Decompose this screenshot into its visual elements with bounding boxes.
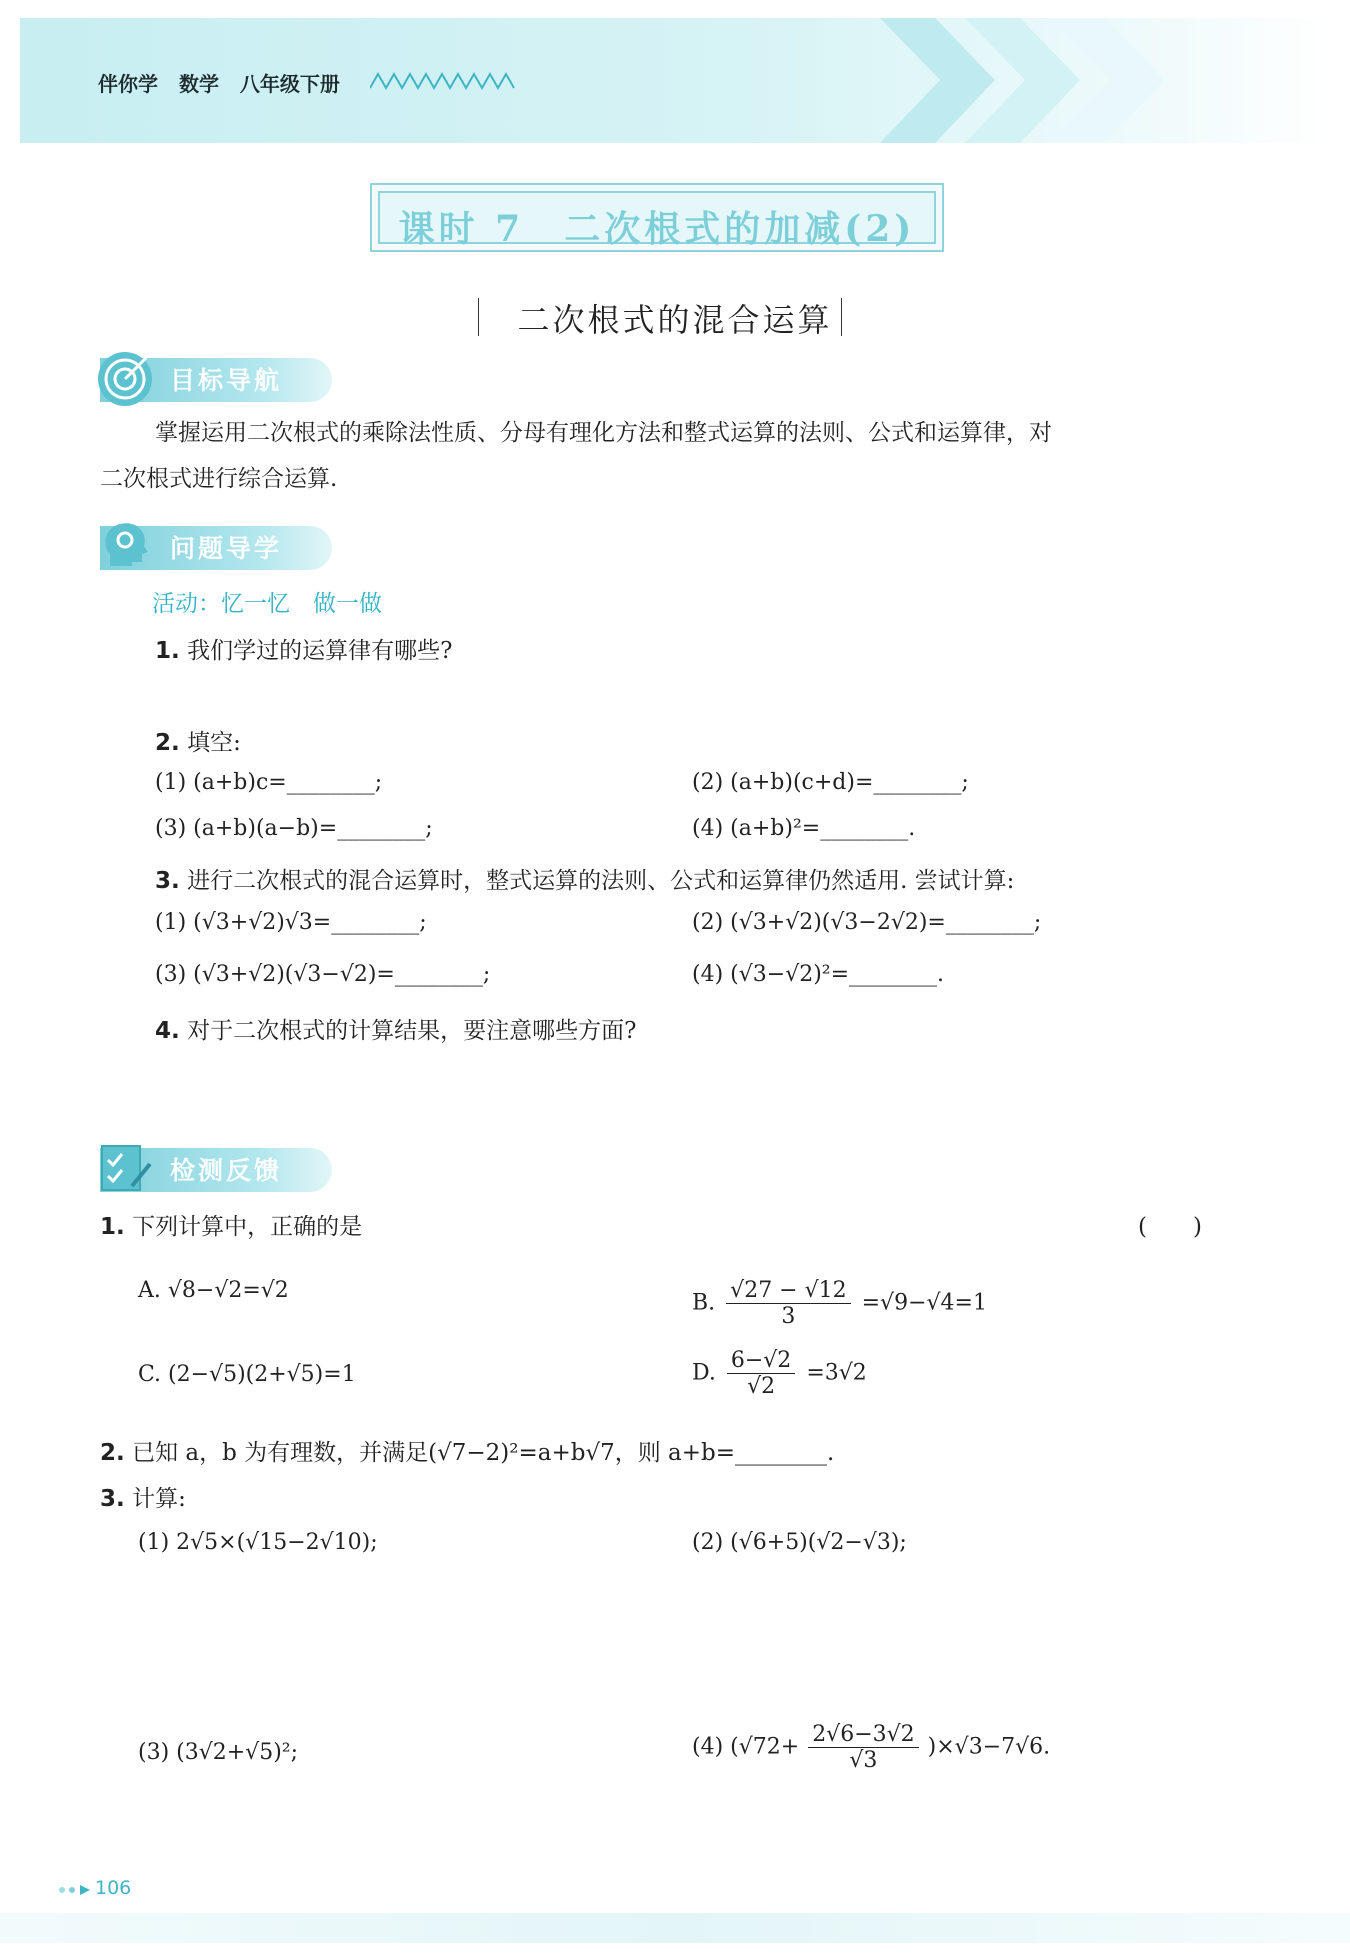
guide-q1-number: 1. xyxy=(155,638,180,664)
p3-item-3: (3) (3√2+√5)²; xyxy=(138,1740,299,1765)
page-number: 106 xyxy=(95,1877,132,1899)
q3-item-3: (3) (√3+√2)(√3−√2)=________; xyxy=(155,962,491,987)
q3-item-1: (1) (√3+√2)√3=________; xyxy=(155,910,427,935)
option-b-numerator: √27 − √12 xyxy=(726,1278,850,1304)
option-c: C. (2−√5)(2+√5)=1 xyxy=(138,1362,356,1387)
lesson-title-box xyxy=(370,183,944,252)
q2-item-1: (1) (a+b)c=________; xyxy=(155,770,383,795)
feedback-p3-text: 计算: xyxy=(132,1486,186,1512)
p3-item-4-denominator: √3 xyxy=(849,1748,878,1773)
feedback-problem-3 xyxy=(100,1480,186,1513)
guide-q2-number: 2. xyxy=(155,730,180,756)
guide-q2-text: 填空: xyxy=(187,730,241,756)
option-b-denominator: 3 xyxy=(781,1304,796,1329)
goals-line-1: 掌握运用二次根式的乘除法性质、分母有理化方法和整式运算的法则、公式和运算律，对 xyxy=(155,420,1052,446)
guide-q3-number: 3. xyxy=(155,868,180,894)
guide-q4-number: 4. xyxy=(155,1018,180,1044)
option-a: A. √8−√2=√2 xyxy=(138,1278,289,1303)
guide-tab-label: 问题导学 xyxy=(170,534,283,563)
footer-arrow-decoration xyxy=(56,1884,92,1896)
option-b-fraction xyxy=(726,1278,850,1329)
goals-paragraph xyxy=(100,410,1250,456)
guide-question-4 xyxy=(155,1012,636,1045)
feedback-problem-2 xyxy=(100,1434,834,1467)
lesson-title: 课时 7 二次根式的加减(2) xyxy=(398,208,916,250)
option-d-denominator: √2 xyxy=(747,1374,776,1399)
checklist-icon xyxy=(96,1138,154,1196)
guide-question-3 xyxy=(155,862,1014,895)
section-title-bar-right xyxy=(841,298,842,336)
p3-item-2: (2) (√6+5)(√2−√3); xyxy=(692,1530,907,1555)
q2-item-2: (2) (a+b)(c+d)=________; xyxy=(692,770,969,795)
feedback-p2-text: 已知 a，b 为有理数，并满足(√7−2)²=a+b√7，则 a+b=________. xyxy=(132,1440,835,1466)
goals-line-2: 二次根式进行综合运算. xyxy=(100,466,338,492)
feedback-problem-1 xyxy=(100,1208,362,1241)
header-chevron-decoration xyxy=(880,18,1180,143)
option-d xyxy=(692,1348,867,1399)
guide-q1-text: 我们学过的运算律有哪些? xyxy=(187,638,453,664)
guide-q4-text: 对于二次根式的计算结果，要注意哪些方面? xyxy=(187,1018,637,1044)
p3-item-4-prefix: (4) (√72+ xyxy=(692,1734,800,1760)
q2-item-4: (4) (a+b)²=________. xyxy=(692,816,916,841)
feedback-p1-text: 下列计算中，正确的是 xyxy=(132,1214,363,1240)
option-b xyxy=(692,1278,987,1329)
feedback-p2-number: 2. xyxy=(100,1440,125,1466)
goals-tab-label: 目标导航 xyxy=(170,366,283,395)
header-book-title: 伴你学 数学 八年级下册 xyxy=(98,72,340,96)
option-d-fraction xyxy=(727,1348,795,1399)
guide-question-2 xyxy=(155,724,241,757)
q2-item-3: (3) (a+b)(a−b)=________; xyxy=(155,816,433,841)
option-d-rest: =3√2 xyxy=(806,1360,867,1386)
p3-item-1: (1) 2√5×(√15−2√10); xyxy=(138,1530,378,1555)
activity-heading: 活动：忆一忆 做一做 xyxy=(152,591,382,617)
footer-band xyxy=(0,1913,1350,1943)
option-d-numerator: 6−√2 xyxy=(727,1348,795,1374)
target-icon xyxy=(96,350,154,408)
option-d-label: D. xyxy=(692,1360,716,1386)
q3-item-4: (4) (√3−√2)²=________. xyxy=(692,962,945,987)
p3-item-4-rest: )×√3−7√6. xyxy=(927,1734,1051,1760)
p3-item-4-fraction xyxy=(808,1722,918,1773)
q3-item-2: (2) (√3+√2)(√3−2√2)=________; xyxy=(692,910,1042,935)
guide-question-1 xyxy=(155,632,452,665)
lesson-title-inner xyxy=(378,191,936,250)
guide-q3-text: 进行二次根式的混合运算时，整式运算的法则、公式和运算律仍然适用. 尝试计算: xyxy=(187,868,1015,894)
p3-item-4 xyxy=(692,1722,1050,1773)
p3-item-4-numerator: 2√6−3√2 xyxy=(808,1722,918,1748)
feedback-p3-number: 3. xyxy=(100,1486,125,1512)
zigzag-decoration-icon xyxy=(370,70,515,90)
section-title: 二次根式的混合运算 xyxy=(517,301,833,339)
option-b-label: B. xyxy=(692,1290,716,1316)
feedback-p1-number: 1. xyxy=(100,1214,125,1240)
feedback-tab-label: 检测反馈 xyxy=(170,1156,283,1185)
option-b-rest: =√9−√4=1 xyxy=(861,1290,987,1316)
answer-bracket: ( ) xyxy=(1138,1214,1202,1240)
head-gear-icon xyxy=(96,516,154,574)
